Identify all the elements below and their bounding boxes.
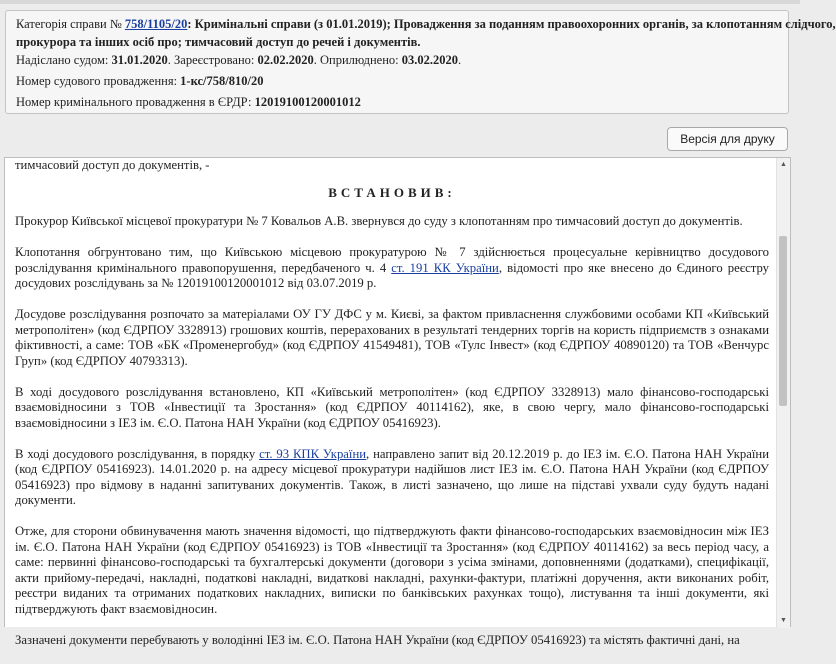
paragraph-4: В ході досудового розслідування встановлено, КП «Київський метрополітен» (код ЄДРПОУ 3328913) мало фінансово-господарські взаємовідносини з ТОВ «Інвестиції та Зростання» (код ЄДРПОУ 40114162), яке, в свою чергу, мало фінансово-господарські взаємовідносини з ІЕЗ ім. Є.О. Патона НАН України (код ЄДРПОУ 05416923). — [15, 384, 769, 430]
case-info-panel — [5, 10, 836, 114]
paragraph-6: Отже, для сторони обвинувачення мають значення відомості, що підтверджують факти фінансово-господарських взаємовідносин між ІЕЗ ім. Є.О. Патона НАН України (код ЄДРПОУ 05416923) із ТОВ «Інвестиції та Зростання» (код ЄДРПОУ 40114162) за весь період часу, а саме: первинні фінансово-господарські та бухгалтерські документи (договори з усіма змінами, доповненнями (додатками), специфікації, акти прийому-передачі, накладні, податкові накладні, видаткові накладні, рахунки-фактури, платіжні доручення, акти виконаних робіт, реєстри виданих та отриманих податкових накладних, виписки по банківських рахунках тощо), листування та інші документи, які підтверджують факт взаємовідносин. — [15, 524, 769, 616]
article-191-link[interactable]: ст. 191 КК України — [391, 260, 499, 275]
paragraph-1: Прокурор Київської місцевої прокуратури № 7 Ковальов А.В. звернувся до суду з клопотанням про тимчасовий доступ до документів. — [15, 214, 743, 228]
category-label: Категорія справи № — [16, 17, 122, 31]
article-93-link[interactable]: ст. 93 КПК України — [259, 446, 367, 461]
vertical-scrollbar[interactable] — [776, 158, 790, 628]
paragraph-5: В ході досудового розслідування, в порядку ст. 93 КПК України, направлено запит від 20.12.2019 р. до ІЕЗ ім. Є.О. Патона НАН України (код ЄДРПОУ 05416923). 14.01.2020 р. на адресу місцевої прокуратури надійшов лист ІЕЗ ім. Є.О. Патона НАН України (код ЄДРПОУ 05416923) про відмову в наданні запитуваних документів. Також, в листі зазначено, що лише на підставі ухвали суду будуть надані документи. — [15, 446, 770, 507]
scrollbar-thumb[interactable] — [779, 236, 787, 406]
erdr-line — [16, 93, 778, 111]
paragraph-3: Досудове розслідування розпочато за матеріалами ОУ ГУ ДФС у м. Києві, за фактом привласнення службовими особами КП «Київський метрополітен» (код ЄДРПОУ 3328913) грошових коштів, перерахованих в результаті тендерних торгів на користь підприємств з ознаками фіктивності, а саме: ТОВ «БК «Променергобуд» (код ЄДРПОУ 41549481), ТОВ «Тулс Інвест» (код ЄДРПОУ 40890120) та ТОВ «Венчурс Груп» (код ЄДРПОУ 40793313). — [15, 307, 769, 368]
case-number-link[interactable]: 758/1105/20 — [124, 17, 188, 31]
sent-label: Надіслано судом: — [16, 53, 109, 67]
document-frame[interactable] — [4, 157, 791, 647]
erdr-value: 12019100120001012 — [254, 95, 361, 109]
case-num-line — [16, 72, 778, 90]
scroll-up-icon[interactable]: ▲ — [780, 161, 787, 168]
sent-date: 31.01.2020 — [111, 53, 168, 67]
published-label: . Оприлюднено: — [313, 53, 399, 67]
heading-established: ВСТАНОВИВ: — [328, 184, 456, 200]
print-version-button[interactable]: Версія для друку — [667, 127, 788, 151]
scroll-down-icon[interactable]: ▼ — [780, 617, 787, 624]
paragraph-7: Зазначені документи перебувають у володінні ІЕЗ ім. Є.О. Патона НАН України (код ЄДРПОУ 05416923) та містять фактичні дані, на — [15, 632, 740, 647]
registered-label: . Зареєстровано: — [167, 53, 255, 67]
category-line — [16, 15, 836, 33]
category-text-2: прокурора та інших осіб про; тимчасовий доступ до речей і документів. — [16, 35, 421, 49]
top-strip — [0, 0, 800, 4]
erdr-label: Номер кримінального провадження в ЄРДР: — [16, 95, 252, 109]
case-num-value: 1-кс/758/810/20 — [180, 74, 264, 88]
dates-line: Надіслано судом: 31.01.2020. Зареєстровано: 02.02.2020. Оприлюднено: 03.02.2020. — [16, 53, 462, 67]
category-text: : Кримінальні справи (з 01.01.2019); Провадження за поданням правоохоронних органів, за клопотанням слідчого, — [187, 17, 836, 31]
paragraph-2: Клопотання обгрунтовано тим, що Київською місцевою прокуратурою № 7 здійснюється процесуальне керівництво досудового розслідування кримінального правопорушення, передбаченого ч. 4 ст. 191 КК України, відомості про яке внесено до Єдиного реєстру досудових розслідувань за № 12019100120001012 від 03.07.2019 р. — [15, 245, 769, 290]
paragraph-0: тимчасовий доступ до документів, - — [15, 158, 210, 172]
case-num-label: Номер судового провадження: — [16, 74, 178, 88]
category-line-2 — [16, 33, 778, 51]
document-text — [15, 158, 769, 664]
published-date: 03.02.2020 — [401, 53, 458, 67]
registered-date: 02.02.2020 — [257, 53, 314, 67]
